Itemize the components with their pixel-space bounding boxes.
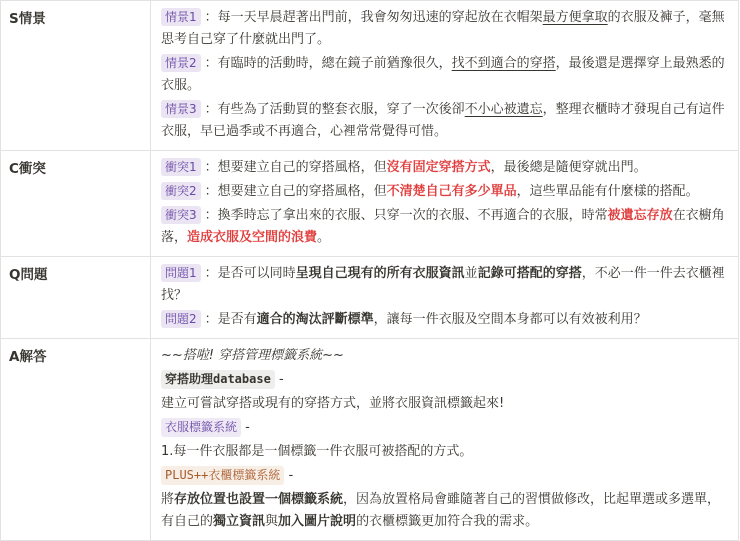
table-row-a: [1, 339, 739, 541]
tag-scenario-1: 情景1: [161, 8, 201, 26]
text: ：是否可以同時: [204, 266, 296, 281]
conflict-1: [161, 157, 728, 179]
text: ，不必一件一件去衣櫃裡找？: [161, 266, 725, 303]
text: ，這些單品能有什麼樣的搭配。: [516, 184, 699, 199]
tag-scenario-3: 情景3: [161, 100, 201, 118]
tag-question-2: 問題2: [161, 310, 201, 328]
row-content-q: [151, 257, 739, 339]
text: 將: [161, 492, 175, 507]
text: ，讓每一件衣服及空間本身都可以有效被利用？: [373, 312, 647, 327]
tag-conflict-2: 衝突2: [161, 182, 201, 200]
highlight-text: 被遺忘存放: [607, 208, 673, 223]
dash: -: [245, 420, 250, 435]
answer-line-2: 1.每一件衣服都是一個標籤一件衣服可被搭配的方式。: [161, 444, 473, 459]
tag-question-1: 問題1: [161, 264, 201, 282]
question-1: [161, 263, 728, 307]
conflict-2: [161, 181, 728, 203]
highlight-text: 造成衣服及空間的浪費: [187, 230, 318, 245]
underline-text: 最方便拿取: [542, 10, 608, 25]
bold-text: 加入圖片說明: [278, 514, 357, 529]
bold-text: 適合的淘汰評斷標準: [256, 312, 374, 327]
question-2: [161, 309, 728, 331]
row-content-a: [151, 339, 739, 541]
text: ：想要建立自己的穿搭風格，但: [204, 184, 387, 199]
bold-text: 存放位置也設置一個標籤系統: [174, 492, 344, 507]
row-label-c: C衝突: [1, 151, 151, 257]
text: ：是否有: [204, 312, 257, 327]
underline-text: 不小心被遺忘: [464, 102, 543, 117]
text: ：換季時忘了拿出來的衣服、只穿一次的衣服、不再適合的衣服，時常: [204, 208, 608, 223]
text: ：每一天早晨趕著出門前，我會匆匆迅速的穿起放在衣帽架: [204, 10, 543, 25]
scenario-2: [161, 53, 728, 97]
text: ：想要建立自己的穿搭風格，但: [204, 160, 387, 175]
dash: -: [278, 372, 284, 387]
answer-line-1: 建立可嘗試穿搭或現有的穿搭方式，並將衣服資訊標籤起來!: [161, 396, 505, 411]
row-label-q: Q問題: [1, 257, 151, 339]
text: 並: [464, 266, 478, 281]
table-row-q: [1, 257, 739, 339]
answer-title: ~~搭啦! 穿搭管理標籤系統~~: [161, 348, 344, 363]
bold-text: 記錄可搭配的穿搭: [477, 266, 582, 281]
text: 在衣櫥角落，: [161, 208, 725, 245]
answer-code-1-line: [161, 369, 728, 391]
scenario-3: [161, 99, 728, 143]
text: ，最後總是隨便穿就出門。: [490, 160, 647, 175]
inline-code-wardrobe-tag: PLUS++衣櫃標籤系統: [161, 466, 284, 485]
bold-text: 獨立資訊: [213, 514, 266, 529]
answer-code-2-line: [161, 417, 728, 439]
text: 與: [265, 514, 279, 529]
conflict-3: [161, 205, 728, 249]
highlight-text: 沒有固定穿搭方式: [386, 160, 491, 175]
row-label-s: S情景: [1, 1, 151, 151]
inline-code-clothes-tag: 衣服標籤系統: [161, 418, 241, 437]
answer-code-3-line: [161, 465, 728, 487]
table-row-c: [1, 151, 739, 257]
text: ，整理衣櫃時才發現自己有這件衣服，早已過季或不再適合，心裡常常覺得可惜。: [161, 102, 725, 139]
text: 的衣服及褲子，毫無思考自己穿了什麼就出門了。: [161, 10, 725, 47]
text: ：有臨時的活動時，總在鏡子前猶豫很久，: [204, 56, 452, 71]
answer-line-3: [161, 489, 728, 533]
inline-code-database: 穿搭助理database: [161, 370, 275, 389]
text: 。: [317, 230, 331, 245]
scenario-1: [161, 7, 728, 51]
table-row-s: [1, 1, 739, 151]
row-content-c: [151, 151, 739, 257]
tag-conflict-1: 衝突1: [161, 158, 201, 176]
row-content-s: [151, 1, 739, 151]
text: ，最後還是選擇穿上最熟悉的衣服。: [161, 56, 725, 93]
underline-text: 找不到適合的穿搭: [451, 56, 556, 71]
dash: -: [288, 468, 294, 483]
text: ，因為放置格局會雖隨著自己的習慣做修改，比起單選或多選單，有自己的: [161, 492, 721, 529]
bold-text: 呈現自己現有的所有衣服資訊: [295, 266, 465, 281]
tag-conflict-3: 衝突3: [161, 206, 201, 224]
highlight-text: 不清楚自己有多少單品: [386, 184, 517, 199]
tag-scenario-2: 情景2: [161, 54, 201, 72]
text: ：有些為了活動買的整套衣服，穿了一次後卻: [204, 102, 465, 117]
row-label-a: A解答: [1, 339, 151, 541]
text: 的衣櫃標籤更加符合我的需求。: [356, 514, 539, 529]
